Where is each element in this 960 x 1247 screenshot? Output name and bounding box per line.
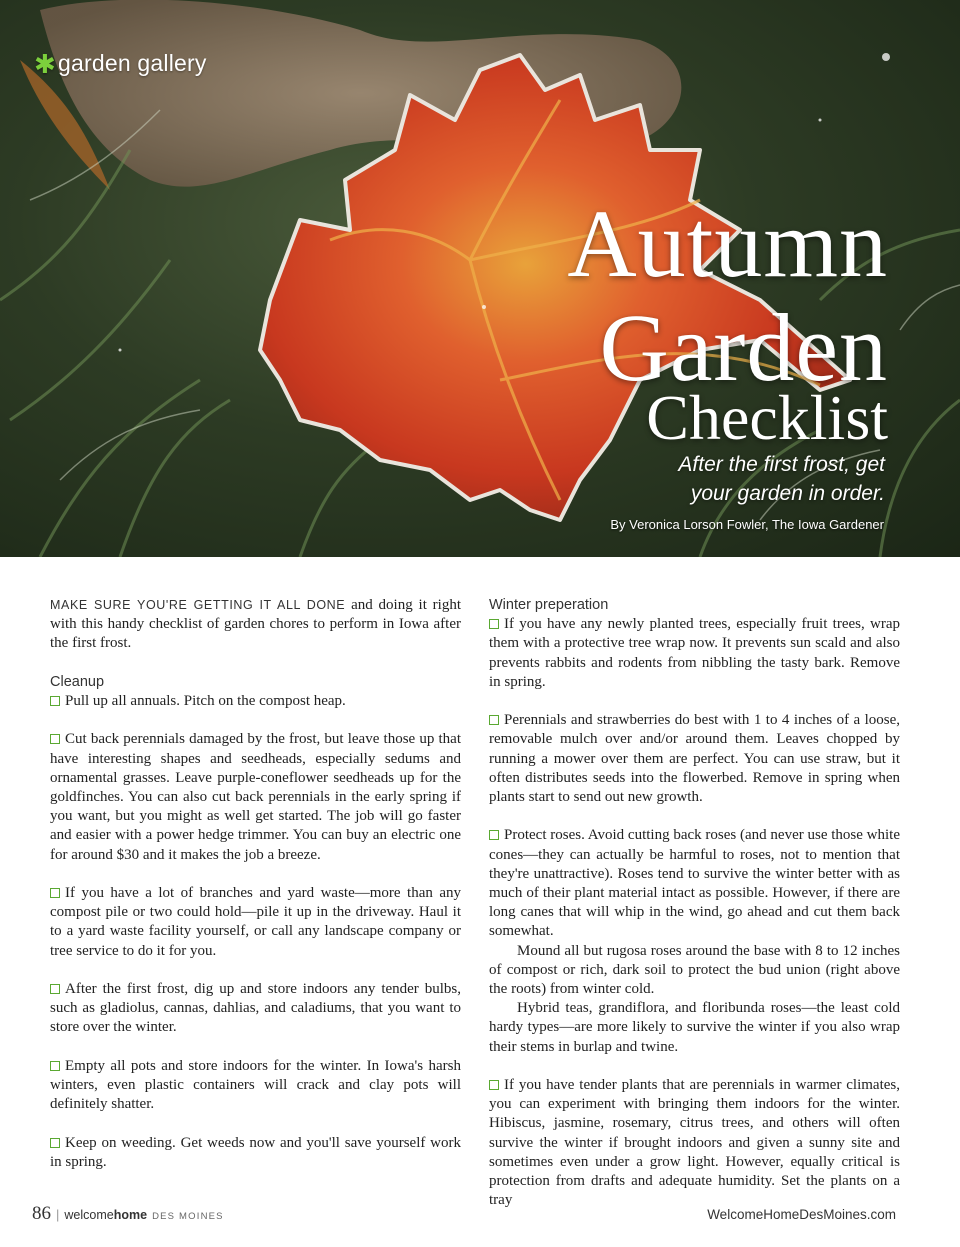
checklist-item bbox=[489, 615, 900, 692]
checklist-item bbox=[50, 980, 461, 1038]
checklist-item-text: Empty all pots and store indoors for the winter. In Iowa's harsh winters, even plastic containers will crack and clay pots will definitely shatter. bbox=[50, 1057, 461, 1113]
empty-checkbox-icon bbox=[489, 715, 499, 725]
subtitle bbox=[678, 450, 885, 508]
footer-folio bbox=[32, 1203, 224, 1225]
empty-checkbox-icon bbox=[50, 984, 60, 994]
roses-paragraph-mound: Mound all but rugosa roses around the base with 8 to 12 inches of compost or rich, dark soil to protect the bud union (right above the roots) from winter cold. bbox=[489, 942, 900, 998]
section-label-text: garden gallery bbox=[58, 50, 207, 76]
winter-heading: Winter preperation bbox=[489, 597, 609, 613]
section-label bbox=[34, 50, 207, 77]
left-column bbox=[50, 596, 461, 1172]
asterisk-leaf-icon: ✱ bbox=[34, 48, 56, 79]
empty-checkbox-icon bbox=[489, 830, 499, 840]
checklist-item bbox=[489, 826, 900, 941]
byline: By Veronica Lorson Fowler, The Iowa Gardener bbox=[610, 517, 884, 532]
empty-checkbox-icon bbox=[50, 696, 60, 706]
checklist-item bbox=[50, 692, 461, 711]
checklist-item bbox=[489, 1076, 900, 1210]
checklist-item-text: Protect roses. Avoid cutting back roses (and never use those white cones—they can actually be harmful to roses, not to mention that they're unattractive). Roses tend to survive the winter better with as much of their plant material intact as possible. However, if there are long canes that will whip in the wind, go ahead and cut them back somewhat. bbox=[489, 827, 900, 940]
magazine-city: DES MOINES bbox=[152, 1211, 224, 1222]
page-number: 86 bbox=[32, 1203, 51, 1224]
checklist-item bbox=[50, 1134, 461, 1172]
empty-checkbox-icon bbox=[489, 619, 499, 629]
subtitle-line-1: After the first frost, get bbox=[678, 453, 885, 476]
empty-checkbox-icon bbox=[50, 888, 60, 898]
footer-website: WelcomeHomeDesMoines.com bbox=[707, 1207, 896, 1222]
cleanup-heading: Cleanup bbox=[50, 673, 105, 690]
empty-checkbox-icon bbox=[50, 1061, 60, 1071]
intro-paragraph bbox=[50, 596, 461, 654]
title-line-2: Garden bbox=[599, 294, 888, 401]
checklist-item-text: Cut back perennials damaged by the frost, but leave those up that have interesting shapes and seedheads, especially sedums and ornamental grasses. Leave purple-coneflower seedheads up for the goldfinches. You can also cut back perennials in the early spring if you want, but you might as well get started. The job will go faster and easier with a power hedge trimmer. You can buy an electric one for around $30 and it makes the job a breeze. bbox=[50, 731, 461, 863]
magazine-name-home: home bbox=[113, 1208, 148, 1222]
empty-checkbox-icon bbox=[489, 1080, 499, 1090]
intro-rest: and doing it right with this handy checklist of garden chores to perform in Iowa after the first frost. bbox=[50, 597, 462, 652]
magazine-name bbox=[64, 1208, 147, 1222]
intro-lead: MAKE SURE YOU'RE GETTING IT ALL DONE bbox=[50, 598, 346, 612]
checklist-item bbox=[50, 730, 461, 864]
right-column bbox=[489, 596, 900, 1210]
empty-checkbox-icon bbox=[50, 1138, 60, 1148]
checklist-item-text: If you have any newly planted trees, especially fruit trees, wrap them with a protective tree wrap now. It prevents sun scald and also prevents rabbits and rodents from nibbling the tasty bark. Remove in spring. bbox=[489, 616, 900, 690]
title-line-1: Autumn bbox=[567, 190, 888, 297]
checklist-item-text: If you have tender plants that are perennials in warmer climates, you can experiment with bringing them indoors for the winter. Hibiscus, jasmine, rosemary, citrus trees, and others will often survive the winter if brought indoors and given a sunny site and sometimes even under a grow light. However, equally critical is protection from drafts and adequate humidity. Set the plants on a tray bbox=[489, 1077, 900, 1209]
checklist-item bbox=[50, 1057, 461, 1115]
empty-checkbox-icon bbox=[50, 734, 60, 744]
subtitle-line-2: your garden in order. bbox=[690, 482, 885, 505]
checklist-item bbox=[489, 711, 900, 807]
folio-separator: | bbox=[56, 1207, 60, 1222]
title-line-3: Checklist bbox=[646, 382, 888, 453]
checklist-item-text: If you have a lot of branches and yard waste—more than any compost pile or two could hold—pile it up in the driveway. Haul it to a yard waste facility yourself, or call any landscape company or tree service to do it for you. bbox=[50, 885, 461, 959]
checklist-item-text: Pull up all annuals. Pitch on the compost heap. bbox=[65, 693, 346, 709]
roses-paragraph-hybrid: Hybrid teas, grandiflora, and floribunda roses—the least cold hardy types—are more likely to survive the winter if you also wrap their stems in burlap and twine. bbox=[489, 1000, 900, 1055]
magazine-name-welcome: welcome bbox=[64, 1208, 114, 1222]
checklist-item-text: Keep on weeding. Get weeds now and you'll save yourself work in spring. bbox=[50, 1134, 461, 1170]
checklist-item bbox=[50, 884, 461, 961]
checklist-item-text: Perennials and strawberries do best with 1 to 4 inches of a loose, removable mulch over and/or around them. Leaves chopped by running a mower over them are perfect. You can use straw, but it often distributes seeds into the flowerbed. Remove in spring when plants start to send out new growth. bbox=[489, 712, 900, 806]
checklist-item-text: After the first frost, dig up and store indoors any tender bulbs, such as gladiolus, cannas, dahlias, and caladiums, that you want to store over the winter. bbox=[50, 981, 461, 1036]
hero-photo bbox=[0, 0, 960, 557]
